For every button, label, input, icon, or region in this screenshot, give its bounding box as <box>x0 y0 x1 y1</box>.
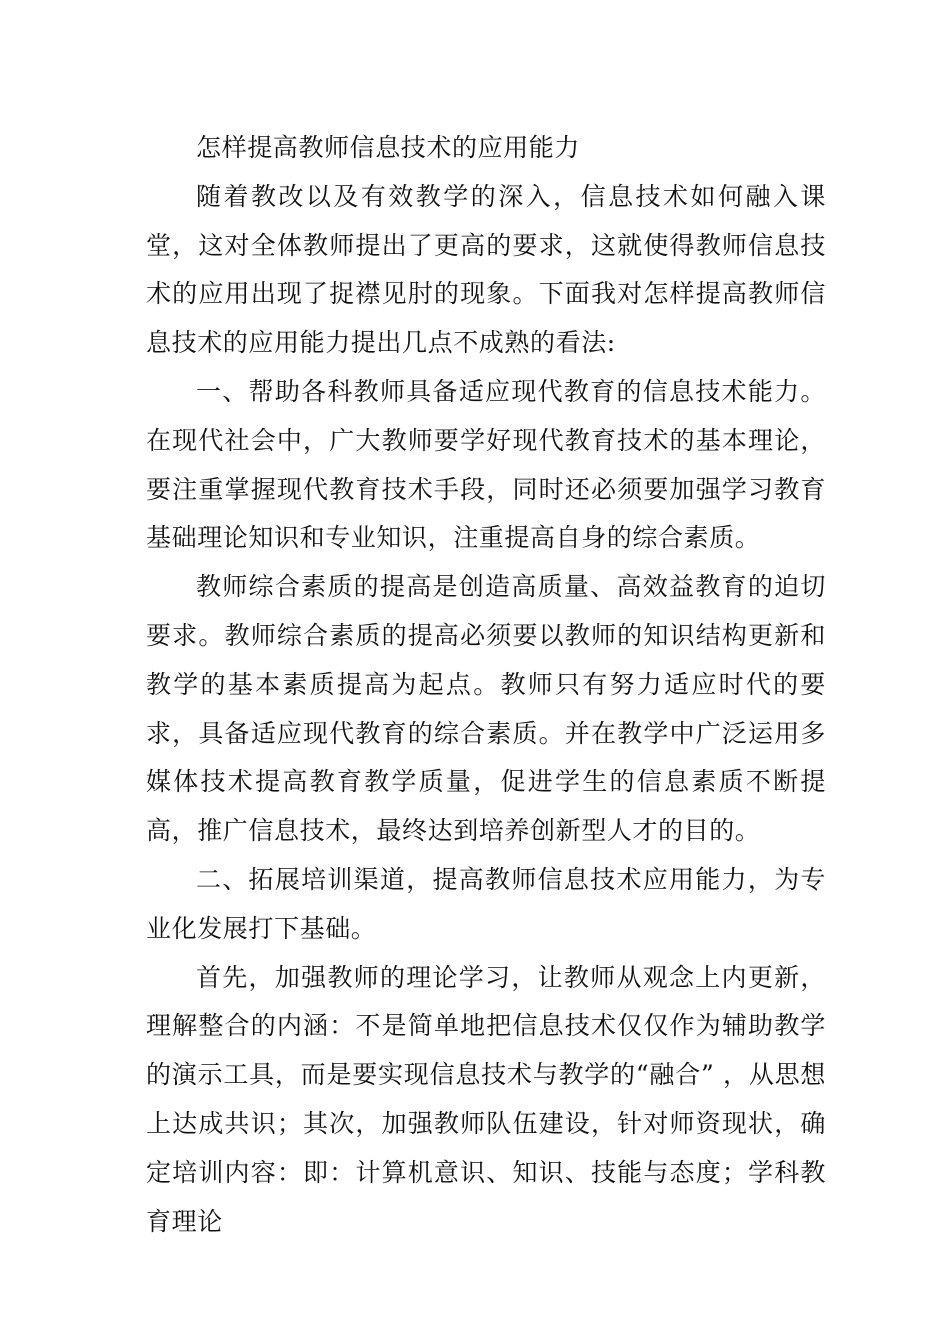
paragraph-training: 首先，加强教师的理论学习，让教师从观念上内更新，理解整合的内涵：不是简单地把信息技术仅仅作为辅助教学的演示工具，而是要实现信息技术与教学的“融合” ，从思想上达成共识；其次，加强教师队伍建设，针对师资现状，确定培训内容：即：计算机意识、知识、技能与态度；学科教育理论 <box>146 962 826 1236</box>
document-body <box>146 124 826 1246</box>
document-title: 怎样提高教师信息技术的应用能力 <box>196 133 581 162</box>
paragraph-teacher-quality: 教师综合素质的提高是创造高质量、高效益教育的迫切要求。教师综合素质的提高必须要以教师的知识结构更新和教学的基本素质提高为起点。教师只有努力适应时代的要求，具备适应现代教育的综合素质。并在教学中广泛运用多媒体技术提高教育教学质量，促进学生的信息素质不断提高，推广信息技术，最终达到培养创新型人才的目的。 <box>146 572 826 846</box>
paragraph-intro: 随着教改以及有效教学的深入，信息技术如何融入课堂，这对全体教师提出了更高的要求，这就使得教师信息技术的应用出现了捉襟见肘的现象。下面我对怎样提高教师信息技术的应用能力提出几点不成熟的看法: <box>146 181 826 358</box>
paragraph-point-two: 二、拓展培训渠道，提高教师信息技术应用能力，为专业化发展打下基础。 <box>146 864 826 943</box>
paragraph-point-one: 一、帮助各科教师具备适应现代教育的信息技术能力。在现代社会中，广大教师要学好现代教育技术的基本理论，要注重掌握现代教育技术手段，同时还必须要加强学习教育基础理论知识和专业知识，注重提高自身的综合素质。 <box>146 376 826 553</box>
